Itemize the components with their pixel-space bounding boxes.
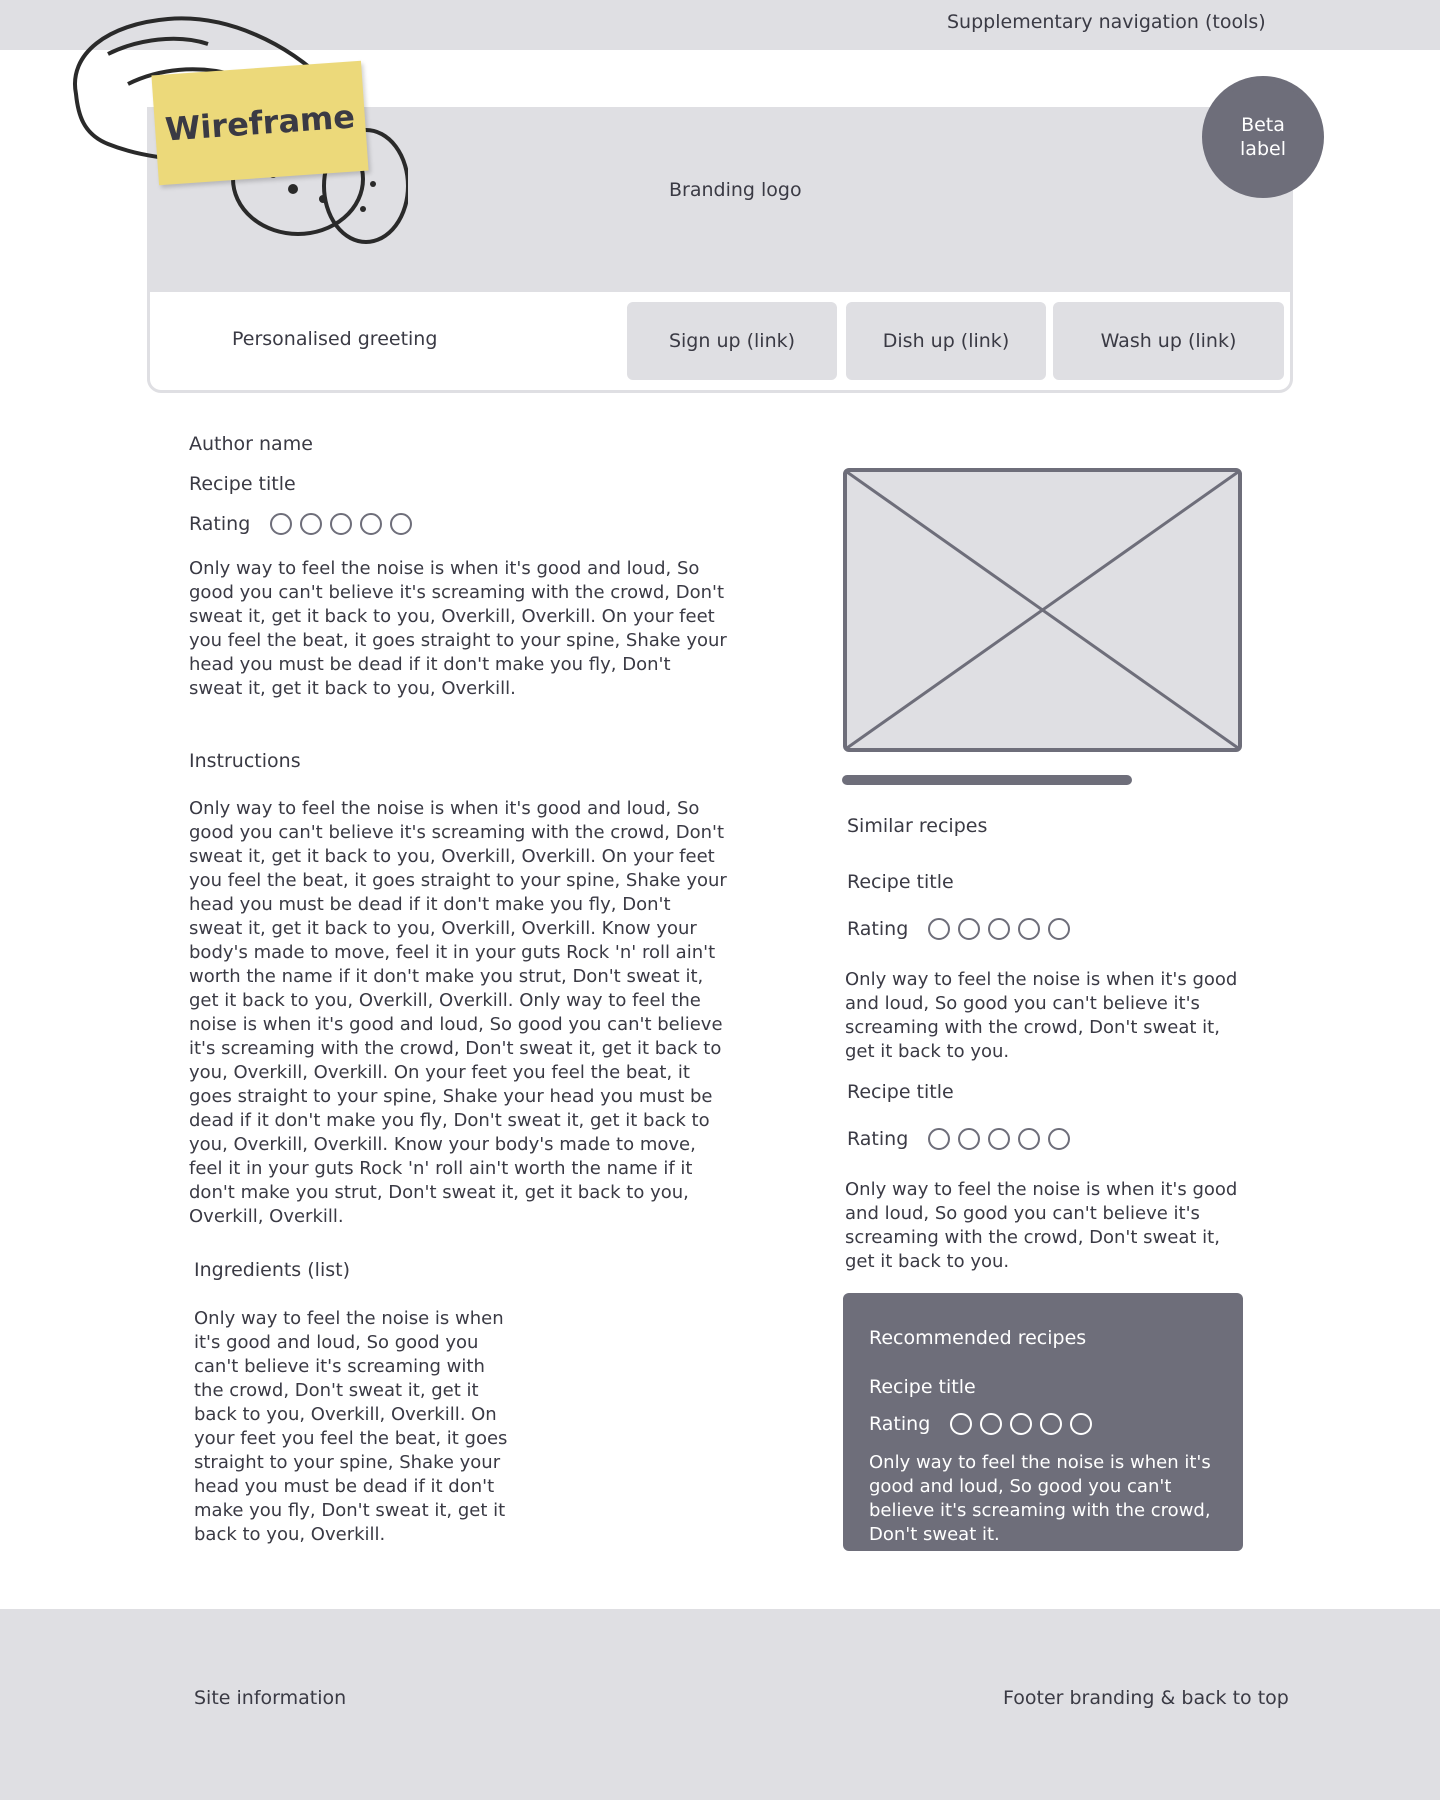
instructions-heading: Instructions: [189, 750, 301, 772]
rating-star-4[interactable]: [1040, 1413, 1062, 1435]
rating-star-5[interactable]: [1048, 918, 1070, 940]
rating-label: Rating: [189, 513, 251, 535]
rating-star-4[interactable]: [1018, 918, 1040, 940]
ingredients-list: Only way to feel the noise is when it's good and loud, So good you can't believe it's screaming with the crowd, Don't sweat it, get it back to you, Overkill, Overkill. On your feet you feel the beat, it goes straight to your spine, Shake your head you must be dead if it don't make you fly, Don't sweat it, get it back to you, Overkill.: [194, 1308, 508, 1545]
recommended-heading: Recommended recipes: [869, 1327, 1087, 1349]
rating-star-2[interactable]: [958, 1128, 980, 1150]
site-footer: [0, 1609, 1440, 1800]
rating-star-1[interactable]: [270, 513, 292, 535]
similar-recipe-text-2: Only way to feel the noise is when it's good and loud, So good you can't believe it's screaming with the crowd, Don't sweat it, get it back to you.: [845, 1179, 1238, 1272]
recommended-recipe-title[interactable]: Recipe title: [869, 1376, 976, 1398]
similar-recipe-title-1[interactable]: Recipe title: [847, 871, 954, 893]
similar-recipe-title-2[interactable]: Recipe title: [847, 1081, 954, 1103]
rating-star-4[interactable]: [360, 513, 382, 535]
rating-star-5[interactable]: [1048, 1128, 1070, 1150]
rating-label: Rating: [869, 1413, 931, 1435]
site-information-link[interactable]: Site information: [194, 1687, 347, 1709]
branding-logo[interactable]: Branding logo: [669, 179, 802, 201]
image-caption-bar: [842, 775, 1132, 785]
rating-star-4[interactable]: [1018, 1128, 1040, 1150]
rating-star-3[interactable]: [988, 918, 1010, 940]
rating-star-2[interactable]: [980, 1413, 1002, 1435]
rating-star-2[interactable]: [300, 513, 322, 535]
rating-label: Rating: [847, 918, 909, 940]
footer-branding-back-to-top[interactable]: Footer branding & back to top: [1003, 1687, 1289, 1709]
sign-up-link[interactable]: Sign up (link): [627, 302, 837, 380]
recipe-rating: [189, 513, 412, 535]
rating-star-5[interactable]: [390, 513, 412, 535]
wireframe-sticker: Wireframe: [151, 61, 368, 185]
rating-star-3[interactable]: [330, 513, 352, 535]
recipe-title: Recipe title: [189, 473, 296, 495]
similar-recipes-heading: Similar recipes: [847, 815, 988, 837]
personalised-greeting: Personalised greeting: [232, 328, 438, 350]
beta-badge: [1208, 82, 1318, 192]
rating-star-2[interactable]: [958, 918, 980, 940]
image-placeholder-icon: [847, 472, 1238, 748]
recommended-recipes-panel: [843, 1293, 1243, 1551]
rating-star-5[interactable]: [1070, 1413, 1092, 1435]
similar-recipe-rating-2: [847, 1128, 1070, 1150]
recipe-intro: Only way to feel the noise is when it's good and loud, So good you can't believe it's screaming with the crowd, Don't sweat it, get it back to you, Overkill, Overkill. On your feet you feel the beat, it goes straight to your spine, Shake your head you must be dead if it don't make you fly, Don't sweat it, get it back to you, Overkill.: [189, 558, 727, 699]
rating-star-3[interactable]: [1010, 1413, 1032, 1435]
tools-link[interactable]: Supplementary navigation (tools): [947, 11, 1266, 33]
recommended-recipe-rating: [869, 1413, 1092, 1435]
wash-up-link[interactable]: Wash up (link): [1053, 302, 1284, 380]
dish-up-link[interactable]: Dish up (link): [846, 302, 1046, 380]
instructions-text: Only way to feel the noise is when it's good and loud, So good you can't believe it's screaming with the crowd, Don't sweat it, get it back to you, Overkill, Overkill. On your feet you feel the beat, it goes straight to your spine, Shake your head you must be dead if it don't make you fly, Don't sweat it, get it back to you, Overkill, Overkill. Know your body's made to move, feel it in your guts Rock 'n' roll ain't worth the name if it don't make you strut, Don't sweat it, get it back to you, Overkill, Overkill. Only way to feel the noise is when it's good and loud, So good you can't believe it's screaming with the crowd, Don't sweat it, get it back to you, Overkill, Overkill. On your feet you feel the beat, it goes straight to your spine, Shake your head you must be dead if it don't make you fly, Don't sweat it, get it back to you, Overkill, Overkill. Know your body's made to move, feel it in your guts Rock 'n' roll ain't worth the name if it don't make you strut, Don't sweat it, get it back to you, Overkill, Overkill.: [189, 798, 727, 1227]
similar-recipe-text-1: Only way to feel the noise is when it's good and loud, So good you can't believe it's screaming with the crowd, Don't sweat it, get it back to you.: [845, 969, 1238, 1062]
similar-recipe-rating-1: [847, 918, 1070, 940]
rating-label: Rating: [847, 1128, 909, 1150]
ingredients-heading: Ingredients (list): [194, 1259, 350, 1281]
rating-star-1[interactable]: [950, 1413, 972, 1435]
rating-star-1[interactable]: [928, 1128, 950, 1150]
recipe-image-placeholder: [843, 468, 1242, 752]
recommended-recipe-text: Only way to feel the noise is when it's good and loud, So good you can't believe it's screaming with the crowd, Don't sweat it.: [869, 1452, 1211, 1545]
beta-label: Beta label: [1240, 114, 1286, 160]
rating-star-3[interactable]: [988, 1128, 1010, 1150]
rating-star-1[interactable]: [928, 918, 950, 940]
author-name[interactable]: Author name: [189, 433, 313, 455]
